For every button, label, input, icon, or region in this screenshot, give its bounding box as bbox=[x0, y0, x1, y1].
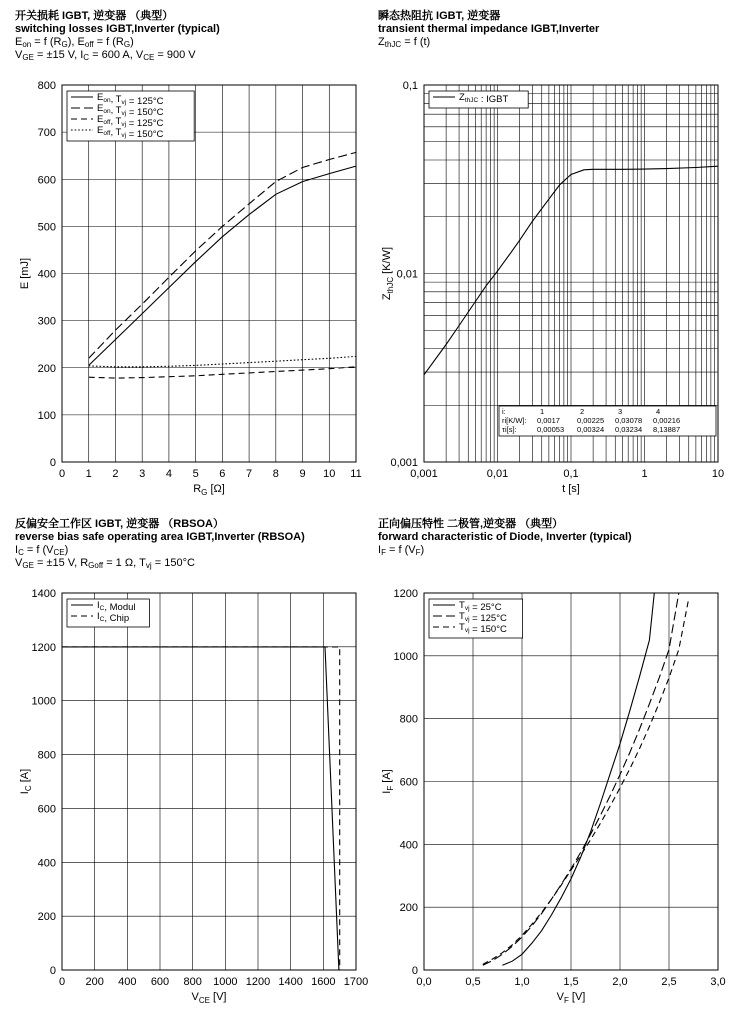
table-cell: 0,00053 bbox=[537, 425, 565, 434]
x-tick-label: 3,0 bbox=[710, 976, 726, 988]
y-tick-label: 1000 bbox=[31, 695, 56, 708]
x-tick-label: 0 bbox=[58, 468, 66, 480]
chart4-title-cn: 正向偏压特性 二极管,逆变器 （典型） bbox=[378, 518, 564, 530]
x-tick-label: 11 bbox=[350, 468, 362, 480]
x-tick-label: 1400 bbox=[278, 976, 303, 988]
table-row-label: τi[s]: bbox=[502, 425, 517, 434]
table-cell: 4 bbox=[656, 407, 661, 416]
y-tick-label: 1400 bbox=[31, 588, 56, 600]
x-tick-label: 1000 bbox=[213, 976, 238, 988]
chart3 bbox=[19, 588, 368, 1005]
chart1-title-en: switching losses IGBT,Inverter (typical) bbox=[15, 23, 220, 35]
y-tick-label: 400 bbox=[399, 839, 418, 852]
x-tick-label: 2 bbox=[112, 468, 119, 480]
chart3-grid bbox=[62, 593, 356, 970]
y-tick-label: 1200 bbox=[393, 588, 418, 600]
series-line-1 bbox=[502, 593, 654, 965]
y-tick-label: 600 bbox=[399, 776, 418, 789]
x-tick-label: 5 bbox=[192, 468, 199, 480]
chart2-line3: $Z_{thJC} = f$ (t) bbox=[378, 36, 431, 49]
chart3-line3: $I_C = f$ $(V_{CE})$ bbox=[15, 544, 69, 557]
table-cell: 0,00324 bbox=[577, 425, 605, 434]
y-tick-label: 200 bbox=[399, 902, 418, 915]
y-tick-label: 700 bbox=[37, 127, 56, 140]
x-tick-label: 1 bbox=[641, 468, 648, 480]
x-tick-label: 200 bbox=[85, 976, 104, 988]
chart1-grid bbox=[62, 85, 356, 462]
x-tick-label: 800 bbox=[183, 976, 202, 988]
chart1-line3: $E_{on} = f$ $(R_G)$, $E_{off} = f$ $(R_G)$ bbox=[15, 36, 134, 49]
y-tick-label: 0 bbox=[49, 457, 56, 469]
x-tick-label: 9 bbox=[299, 468, 306, 480]
y-tick-label: 300 bbox=[37, 315, 56, 328]
y-tick-label: 1000 bbox=[393, 650, 418, 663]
x-tick-label: 7 bbox=[246, 468, 253, 480]
x-tick-label: 1,0 bbox=[514, 976, 530, 988]
x-tick-label: 600 bbox=[150, 976, 170, 988]
x-tick-label: 10 bbox=[711, 468, 725, 480]
chart2-legend bbox=[429, 91, 528, 108]
x-tick-label: 8 bbox=[272, 468, 279, 480]
x-tick-label: 1 bbox=[85, 468, 92, 480]
chart3-title-cn: 反偏安全工作区 IGBT, 逆变器 （RBSOA） bbox=[15, 518, 225, 530]
legend-entry: $E_{off}$, $T_{vj} = 150^\circ C$ bbox=[97, 125, 164, 140]
x-tick-label: 400 bbox=[118, 976, 137, 988]
y-tick-label: 600 bbox=[37, 803, 56, 816]
table-cell: 1 bbox=[540, 407, 545, 416]
chart4-series bbox=[483, 593, 689, 965]
x-tick-label: 10 bbox=[323, 468, 336, 480]
y-tick-label: 0,1 bbox=[402, 80, 418, 92]
chart4-grid bbox=[424, 593, 718, 970]
chart1-line4: $V_{GE} = \pm 15$ V, $I_C = 600$ A, $V_{CE} = 900$ V bbox=[15, 49, 196, 62]
x-tick-label: 1700 bbox=[343, 976, 369, 988]
y-tick-label: 400 bbox=[37, 268, 56, 281]
table-cell: 2 bbox=[580, 407, 585, 416]
chart4-ylabel: $I_F$ [A] bbox=[381, 769, 395, 794]
legend-entry: $T_{vj} = 25^\circ C$ bbox=[459, 600, 502, 613]
chart4-line3: $I_F = f$ $(V_F)$ bbox=[378, 544, 425, 557]
x-tick-label: 1200 bbox=[245, 976, 271, 988]
x-tick-label: 2,5 bbox=[661, 976, 677, 988]
y-tick-label: 0,001 bbox=[390, 457, 418, 469]
chart2-title-en: transient thermal impedance IGBT,Inverter bbox=[378, 23, 600, 35]
y-tick-label: 800 bbox=[37, 749, 56, 762]
legend-entry: $I_C$, Chip bbox=[97, 611, 130, 624]
thermal-table bbox=[499, 406, 716, 436]
chart3-legend bbox=[67, 599, 149, 627]
table-cell: 8,13887 bbox=[653, 425, 681, 434]
chart3-title-en: reverse bias safe operating area IGBT,Inverter (RBSOA) bbox=[15, 531, 305, 543]
chart3-frame bbox=[62, 593, 356, 970]
chart4-xlabel: $V_F$ [V] bbox=[556, 991, 586, 1005]
chart1-xlabel: $R_G$ [Ω] bbox=[193, 483, 225, 497]
y-tick-label: 200 bbox=[37, 911, 56, 924]
table-cell: 0,00225 bbox=[577, 416, 605, 425]
series-line-2 bbox=[483, 593, 679, 965]
x-tick-label: 0 bbox=[58, 976, 66, 988]
x-tick-label: 1600 bbox=[311, 976, 336, 988]
chart1-title-cn: 开关损耗 IGBT, 逆变器 （典型） bbox=[15, 10, 174, 22]
legend-entry: $T_{vj} = 150^\circ C$ bbox=[459, 622, 507, 635]
x-tick-label: 0,01 bbox=[486, 468, 509, 480]
table-cell: 0,00216 bbox=[653, 416, 681, 425]
y-tick-label: 0 bbox=[49, 965, 56, 977]
x-tick-label: 0,0 bbox=[416, 976, 432, 988]
chart1 bbox=[19, 80, 362, 497]
y-tick-label: 400 bbox=[37, 857, 56, 870]
chart1-legend bbox=[67, 91, 194, 141]
x-tick-label: 1,5 bbox=[563, 976, 579, 988]
x-tick-label: 4 bbox=[165, 468, 172, 480]
y-tick-label: 800 bbox=[37, 80, 56, 92]
table-box bbox=[499, 406, 716, 436]
y-tick-label: 0 bbox=[411, 965, 418, 977]
table-cell: 0,0017 bbox=[537, 416, 560, 425]
legend-entry: $I_C$, Modul bbox=[97, 600, 136, 613]
legend-entry: $T_{vj} = 125^\circ C$ bbox=[459, 611, 507, 624]
chart1-ylabel: E [mJ] bbox=[19, 257, 31, 290]
chart4-legend bbox=[429, 599, 523, 638]
table-cell: 0,03234 bbox=[615, 425, 643, 434]
chart2-ylabel: $Z_{thJC}$ [K/W] bbox=[381, 246, 395, 301]
x-tick-label: 0,5 bbox=[465, 976, 481, 988]
chart3-line4: $V_{GE} = \pm 15$ V, $R_{Goff} = 1$ Ω, $T_{vj} = 150^\circ C$ bbox=[15, 557, 195, 570]
table-cell: 3 bbox=[618, 407, 623, 416]
table-row-label: i: bbox=[502, 407, 506, 416]
y-tick-label: 500 bbox=[37, 221, 56, 234]
table-cell: 0,03078 bbox=[615, 416, 643, 425]
y-tick-label: 100 bbox=[37, 409, 56, 422]
y-tick-label: 0,01 bbox=[396, 268, 418, 281]
chart2-title-cn: 瞬态热阻抗 IGBT, 逆变器 bbox=[378, 10, 501, 22]
y-tick-label: 1200 bbox=[31, 641, 56, 654]
chart4 bbox=[381, 588, 726, 1005]
legend-entry: $Z_{thJC}$ : IGBT bbox=[459, 92, 509, 105]
chart2 bbox=[381, 80, 724, 495]
legend-entry: $E_{on}$, $T_{vj} = 125^\circ C$ bbox=[97, 92, 164, 107]
legend-entry: $E_{on}$, $T_{vj} = 150^\circ C$ bbox=[97, 103, 164, 118]
x-tick-label: 3 bbox=[139, 468, 146, 480]
chart2-xlabel: t [s] bbox=[562, 483, 580, 495]
y-tick-label: 600 bbox=[37, 174, 56, 187]
x-tick-label: 2,0 bbox=[612, 976, 628, 988]
x-tick-label: 0,1 bbox=[563, 468, 579, 480]
x-tick-label: 6 bbox=[219, 468, 226, 480]
chart2-grid bbox=[424, 85, 718, 462]
y-tick-label: 200 bbox=[37, 362, 56, 375]
table-row-label: ri[K/W]: bbox=[502, 416, 527, 425]
chart3-xlabel: $V_{CE}$ [V] bbox=[191, 991, 227, 1005]
y-tick-label: 800 bbox=[399, 713, 418, 726]
chart3-ylabel: $I_C$ [A] bbox=[19, 768, 33, 795]
chart4-title-en: forward characteristic of Diode, Inverter (typical) bbox=[378, 531, 632, 543]
legend-entry: $E_{off}$, $T_{vj} = 125^\circ C$ bbox=[97, 114, 164, 129]
x-tick-label: 0,001 bbox=[410, 468, 438, 480]
